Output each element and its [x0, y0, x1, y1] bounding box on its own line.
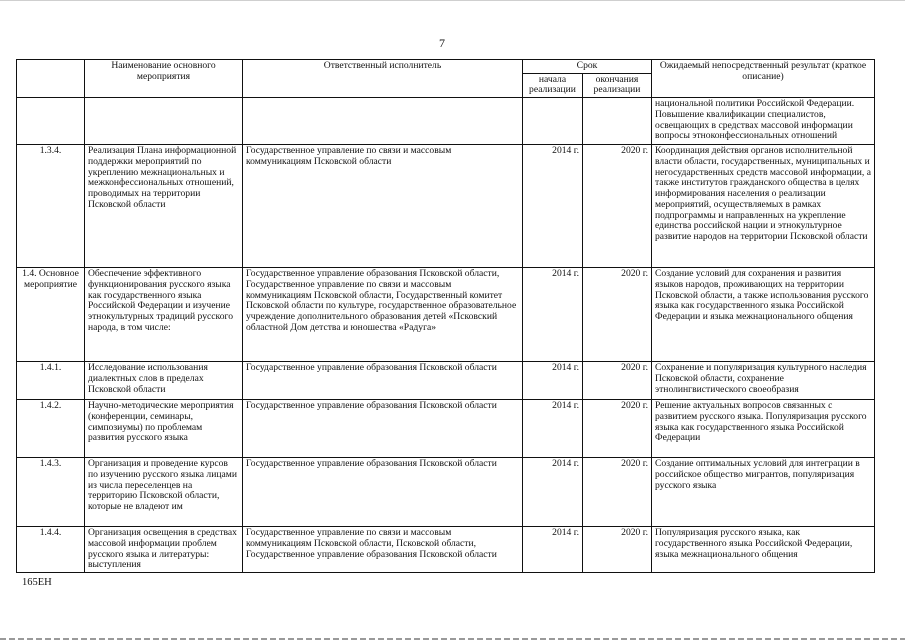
row-executor: Государственное управление образования Псковской области	[243, 458, 523, 527]
row-end: 2020 г.	[583, 362, 652, 400]
row-result: Популяризация русского языка, как государственного языка Российской Федерации, языка межнационального общения	[652, 527, 875, 573]
header-term: Срок	[523, 60, 652, 74]
header-result: Ожидаемый непосредственный результат (краткое описание)	[652, 60, 875, 98]
footer-code: 165ЕН	[22, 577, 52, 588]
row-name: Исследование использования диалектных слов в пределах Псковской области	[85, 362, 243, 400]
row-name: Обеспечение эффективного функционирования русского языка как государственного языка Российской Федерации и изучение этнокультурных традиций русского народа, в том числе:	[85, 268, 243, 362]
row-result: Создание оптимальных условий для интеграции в российское общество мигрантов, популяризация русского языка	[652, 458, 875, 527]
row-start: 2014 г.	[523, 362, 583, 400]
row-executor: Государственное управление образования Псковской области, Государственное управление по связи и массовым коммуникациям Псковской области, Государственный комитет Псковской области по культуре, государственное образовательное учреждение дополнительного образования детей «Псковский областной Дом детства и юношества «Радуга»	[243, 268, 523, 362]
row-executor: Государственное управление по связи и массовым коммуникациям Псковской области	[243, 145, 523, 268]
row-start: 2014 г.	[523, 268, 583, 362]
row-start: 2014 г.	[523, 458, 583, 527]
row-name: Реализация Плана информационной поддержки мероприятий по укреплению межнациональных и межконфессиональных отношений, проводимых на территории Псковской области	[85, 145, 243, 268]
row-name: Организация освещения в средствах массовой информации проблем русского языка и литературы: выступления	[85, 527, 243, 573]
row-number: 1.4.3.	[17, 458, 85, 527]
row-executor: Государственное управление образования Псковской области	[243, 400, 523, 458]
row-executor: Государственное управление по связи и массовым коммуникациям Псковской области, Псковской области, Государственное управление образования Псковской области	[243, 527, 523, 573]
row-number: 1.4. Основное мероприятие	[17, 268, 85, 362]
table-row	[17, 268, 875, 362]
row-end: 2020 г.	[583, 458, 652, 527]
row-number	[17, 98, 85, 145]
table-row	[17, 458, 875, 527]
row-executor	[243, 98, 523, 145]
table-row	[17, 98, 875, 145]
row-end: 2020 г.	[583, 527, 652, 573]
row-result: Создание условий для сохранения и развития языков народов, проживающих на территории Псковской области, а также использования русского языка как государственного языка Российской Федерации и языка межнационального общения	[652, 268, 875, 362]
program-table	[16, 59, 875, 573]
row-end: 2020 г.	[583, 145, 652, 268]
row-number: 1.4.2.	[17, 400, 85, 458]
row-name	[85, 98, 243, 145]
header-start: начала реализации	[523, 73, 583, 97]
header-num-column	[17, 60, 85, 98]
table-row	[17, 400, 875, 458]
table-row	[17, 362, 875, 400]
page-number: 7	[439, 36, 445, 50]
row-number: 1.4.4.	[17, 527, 85, 573]
row-result: Координация действия органов исполнительной власти области, государственных, муниципальных и негосударственных средств массовой информации, а также институтов гражданского общества в целях информирования населения о реализации мероприятий, осуществляемых в рамках подпрограммы и направленных на укрепление единства российской нации и этнокультурное развитие народов на территории Псковской области	[652, 145, 875, 268]
row-result: Решение актуальных вопросов связанных с развитием русского языка. Популяризация русского языка как государственного языка Российской Федерации	[652, 400, 875, 458]
row-start: 2014 г.	[523, 527, 583, 573]
row-end: 2020 г.	[583, 400, 652, 458]
row-executor: Государственное управление образования Псковской области	[243, 362, 523, 400]
header-end: окончания реализации	[583, 73, 652, 97]
header-executor: Ответственный исполнитель	[243, 60, 523, 98]
table-row	[17, 527, 875, 573]
row-start	[523, 98, 583, 145]
row-end	[583, 98, 652, 145]
row-number: 1.4.1.	[17, 362, 85, 400]
row-name: Организация и проведение курсов по изучению русского языка лицами из числа переселенцев на территорию Псковской области, которые не владеют им	[85, 458, 243, 527]
row-result: Сохранение и популяризация культурного наследия Псковской области, сохранение этнолингвистического своеобразия	[652, 362, 875, 400]
row-result: национальной политики Российской Федерации. Повышение квалификации специалистов, освещающих в средствах массовой информации вопросы этноконфессиональных отношений	[652, 98, 875, 145]
row-number: 1.3.4.	[17, 145, 85, 268]
row-start: 2014 г.	[523, 145, 583, 268]
row-end: 2020 г.	[583, 268, 652, 362]
header-name: Наименование основного мероприятия	[85, 60, 243, 98]
row-start: 2014 г.	[523, 400, 583, 458]
scan-edge-top	[0, 0, 905, 1]
row-name: Научно-методические мероприятия (конференции, семинары, симпозиумы) по проблемам развития русского языка	[85, 400, 243, 458]
table-header	[17, 60, 875, 98]
table-row	[17, 145, 875, 268]
